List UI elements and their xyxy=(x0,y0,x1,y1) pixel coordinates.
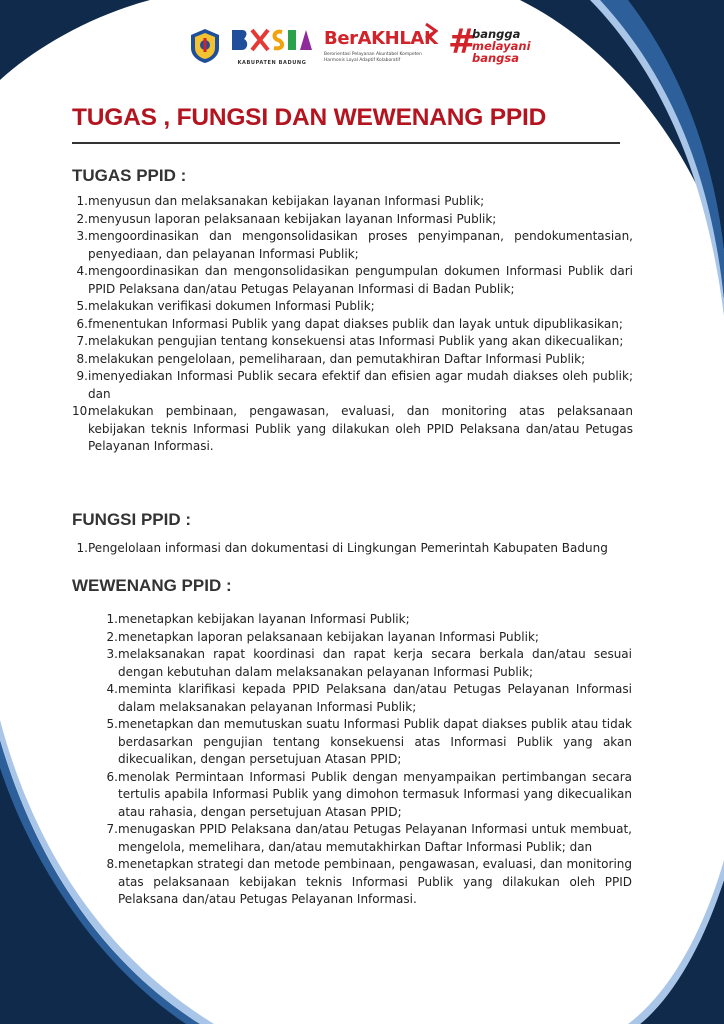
list-item xyxy=(102,629,632,647)
list-item-text: menyusun dan melaksanakan kebijakan layanan Informasi Publik; xyxy=(88,194,485,208)
list-item-number: 10. xyxy=(72,404,92,418)
list-item-number: 4. xyxy=(106,682,118,696)
list-item-text: mengoordinasikan dan mengonsolidasikan pengumpulan dokumen Informasi Publik dari PPID Pelaksana dan/atau Petugas Pelayanan Informasi di Badan Publik; xyxy=(88,264,633,296)
list-item-number: 4. xyxy=(76,264,88,278)
list-item-text: mengoordinasikan dan mengonsolidasikan proses penyimpanan, pendokumentasian, penyediaan, dan pelayanan Informasi Publik; xyxy=(88,229,633,261)
list-item-number: 2. xyxy=(76,211,88,226)
wewenang-heading: WEWENANG PPID : xyxy=(72,576,232,595)
fungsi-heading: FUNGSI PPID : xyxy=(72,510,192,529)
list-item-text: menyusun laporan pelaksanaan kebijakan layanan Informasi Publik; xyxy=(88,211,497,226)
list-item-number: 1. xyxy=(106,612,118,626)
list-item-text: melaksanakan rapat koordinasi dan rapat kerja secara berkala dan/atau sesuai dengan kebutuhan dalam melaksanakan pelayanan Informasi Publik; xyxy=(118,647,632,679)
list-item xyxy=(72,228,633,263)
bangga-word: bangga xyxy=(472,27,521,41)
list-item-number: 6. xyxy=(106,769,118,784)
kabupaten-badung-logo xyxy=(228,26,316,66)
wewenang-list xyxy=(102,611,632,909)
list-item-text: imenyediakan Informasi Publik secara efektif dan efisien agar mudah diakses oleh publik; dan xyxy=(88,369,633,401)
list-item-text: fmenentukan Informasi Publik yang dapat diakses publik dan layak untuk dipublikasikan; xyxy=(88,316,623,331)
list-item-number: 9. xyxy=(76,369,88,383)
list-item-text: menetapkan kebijakan layanan Informasi Publik; xyxy=(118,612,410,626)
list-item-text: melakukan verifikasi dokumen Informasi Publik; xyxy=(88,299,375,313)
list-item-number: 5. xyxy=(76,299,88,313)
list-item-text: meminta klarifikasi kepada PPID Pelaksana dan/atau Petugas Pelayanan Informasi dalam melaksanakan pelayanan Informasi Publik; xyxy=(118,682,632,714)
melayani-word: melayani xyxy=(472,39,531,53)
kabupaten-badung-caption: KABUPATEN BADUNG xyxy=(237,60,307,66)
tugas-heading: TUGAS PPID : xyxy=(72,166,187,185)
list-item xyxy=(102,646,632,681)
list-item-number: 8. xyxy=(106,857,118,871)
list-item xyxy=(72,368,633,403)
tugas-list xyxy=(72,193,633,456)
list-item-text: menetapkan dan memutuskan suatu Informasi Publik dapat diakses publik atau tidak berdasarkan pengujian tentang konsekuensi atas Informasi Publik yang akan dikecualikan, dengan persetujuan Atasan PPID; xyxy=(118,717,632,766)
list-item-number: 6. xyxy=(76,316,88,331)
list-item xyxy=(72,211,633,229)
list-item-text: menolak Permintaan Informasi Publik dengan menyampaikan pertimbangan secara tertulis apabila Informasi Publik yang dimohon termasuk Informasi yang dikecualikan atau rahasia, dengan persetujuan Atasan PPID; xyxy=(118,769,632,819)
list-item xyxy=(102,769,632,822)
list-item-text: Pengelolaan informasi dan dokumentasi di Lingkungan Pemerintah Kabupaten Badung xyxy=(88,541,608,555)
bangga-melayani-bangsa-logo xyxy=(448,22,532,66)
list-item-text: melakukan pengelolaan, pemeliharaan, dan pemutakhiran Daftar Informasi Publik; xyxy=(88,351,586,366)
list-item xyxy=(102,716,632,769)
list-item xyxy=(72,540,633,558)
berakhlak-wordmark: BerAKHLAK xyxy=(324,28,438,49)
bxs-wordmark-icon xyxy=(230,28,314,54)
berakhlak-logo xyxy=(324,26,442,66)
page-title: TUGAS , FUNGSI DAN WEWENANG PPID xyxy=(72,104,547,131)
list-item-text: melakukan pengujian tentang konsekuensi atas Informasi Publik yang akan dikecualikan; xyxy=(88,334,624,348)
list-item-number: 7. xyxy=(106,822,118,836)
list-item xyxy=(102,681,632,716)
fungsi-list xyxy=(72,540,633,558)
bangsa-word: bangsa xyxy=(472,51,520,65)
list-item-number: 3. xyxy=(76,229,88,243)
list-item-number: 7. xyxy=(76,334,88,348)
list-item-number: 8. xyxy=(76,351,88,366)
list-item-number: 1. xyxy=(76,194,88,208)
hashtag-icon: # xyxy=(448,22,477,62)
list-item-text: melakukan pembinaan, pengawasan, evaluasi, dan monitoring atas pelaksanaan kebijakan teknis Informasi Publik yang dilakukan oleh PPID Pelaksana dan/atau Petugas Pelayanan Informasi. xyxy=(88,404,633,453)
berakhlak-tagline-2: Harmonis Loyal Adaptif Kolaboratif xyxy=(324,58,401,63)
list-item-number: 2. xyxy=(106,629,118,644)
list-item xyxy=(72,403,633,456)
list-item-number: 5. xyxy=(106,717,118,731)
berakhlak-arrow-icon xyxy=(424,22,438,40)
title-underline xyxy=(72,142,620,144)
list-item xyxy=(102,821,632,856)
list-item-text: menetapkan strategi dan metode pembinaan, pengawasan, evaluasi, dan monitoring atas pelaksanaan kebijakan teknis Informasi Publik yang dilakukan oleh PPID Pelaksana dan/atau Petugas Pelayanan Informasi. xyxy=(118,857,632,906)
list-item xyxy=(72,333,633,351)
list-item-number: 1. xyxy=(76,541,88,555)
kabupaten-badung-seal-icon xyxy=(188,28,222,64)
list-item xyxy=(72,316,633,334)
list-item-text: menugaskan PPID Pelaksana dan/atau Petugas Pelayanan Informasi untuk membuat, mengelola, memelihara, dan/atau memutakhirkan Daftar Informasi Publik; dan xyxy=(118,822,632,854)
list-item xyxy=(72,263,633,298)
list-item-text: menetapkan laporan pelaksanaan kebijakan layanan Informasi Publik; xyxy=(118,629,539,644)
list-item xyxy=(102,856,632,909)
list-item xyxy=(72,193,633,211)
header-logos xyxy=(188,22,532,66)
list-item-number: 3. xyxy=(106,647,118,661)
list-item xyxy=(102,611,632,629)
list-item xyxy=(72,298,633,316)
list-item xyxy=(72,351,633,369)
berakhlak-tagline-1: Berorientasi Pelayanan Akuntabel Kompeten xyxy=(324,52,422,57)
